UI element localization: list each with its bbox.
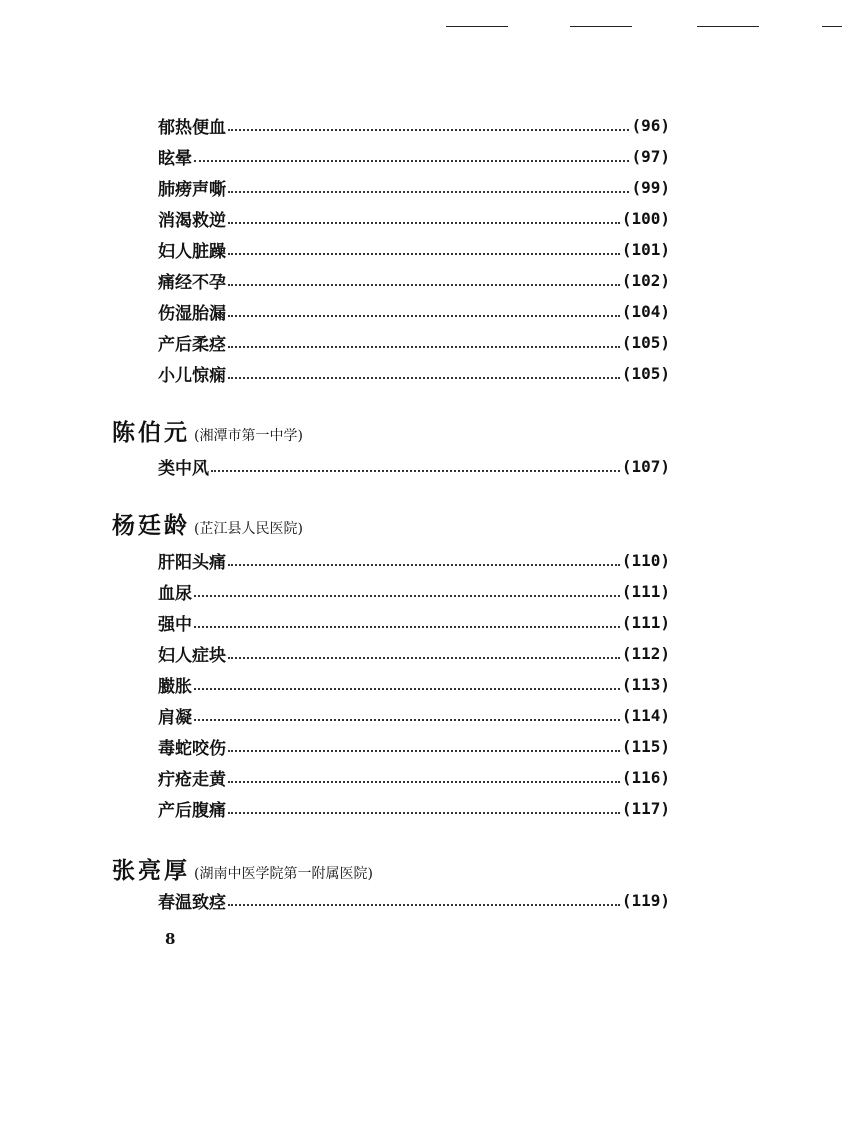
toc-entry[interactable]	[158, 762, 670, 793]
page-number: 8	[165, 930, 176, 948]
toc-entry[interactable]	[158, 110, 670, 141]
dot-leader	[228, 253, 620, 255]
toc-entry[interactable]	[158, 700, 670, 731]
dot-leader	[228, 346, 620, 348]
entry-title: 小儿惊痫	[158, 366, 226, 386]
entry-page: (119)	[621, 891, 670, 910]
dot-leader	[228, 191, 629, 193]
author-heading	[112, 852, 373, 885]
entry-title: 肝阳头痛	[158, 553, 226, 573]
entry-title: 疔疮走黄	[158, 770, 226, 790]
toc-entry[interactable]	[158, 638, 670, 669]
entry-title: 类中风	[158, 459, 209, 479]
toc-entry[interactable]	[158, 669, 670, 700]
dot-leader	[228, 129, 629, 131]
entry-title: 妇人症块	[158, 646, 226, 666]
entry-title: 郁热便血	[158, 118, 226, 138]
toc-entry[interactable]	[158, 327, 670, 358]
dot-leader	[194, 688, 620, 690]
toc-entry[interactable]	[158, 607, 670, 638]
toc-entry[interactable]	[158, 793, 670, 824]
toc-entry[interactable]	[158, 358, 670, 389]
author-affiliation: (湘潭市第一中学)	[194, 428, 303, 444]
entry-page: (115)	[621, 737, 670, 756]
entry-page: (114)	[621, 706, 670, 725]
entry-page: (107)	[621, 457, 670, 476]
top-rule	[822, 26, 842, 27]
top-rule	[446, 26, 508, 27]
toc-entry[interactable]	[158, 545, 670, 576]
dot-leader	[194, 160, 629, 162]
dot-leader	[228, 284, 620, 286]
entry-page: (101)	[621, 240, 670, 259]
author-heading	[112, 507, 303, 540]
toc-entry[interactable]	[158, 265, 670, 296]
dot-leader	[194, 626, 620, 628]
toc-entry[interactable]	[158, 885, 670, 916]
entry-title: 臌胀	[158, 677, 192, 697]
author-name: 张亮厚	[112, 857, 190, 884]
entry-page: (97)	[631, 147, 670, 166]
dot-leader	[194, 719, 620, 721]
toc-entry[interactable]	[158, 141, 670, 172]
dot-leader	[228, 750, 620, 752]
entry-page: (117)	[621, 799, 670, 818]
toc-entry[interactable]	[158, 234, 670, 265]
entry-title: 妇人脏躁	[158, 242, 226, 262]
dot-leader	[228, 904, 620, 906]
dot-leader	[194, 595, 620, 597]
entry-page: (100)	[621, 209, 670, 228]
dot-leader	[228, 781, 620, 783]
top-rule	[570, 26, 632, 27]
entry-title: 肩凝	[158, 708, 192, 728]
toc-entry[interactable]	[158, 451, 670, 482]
entry-page: (110)	[621, 551, 670, 570]
toc-entry[interactable]	[158, 731, 670, 762]
author-affiliation: (芷江县人民医院)	[194, 521, 303, 537]
toc-entry[interactable]	[158, 172, 670, 203]
entry-title: 眩晕	[158, 149, 192, 169]
author-affiliation: (湖南中医学院第一附属医院)	[194, 866, 373, 882]
dot-leader	[228, 377, 620, 379]
toc-entry[interactable]	[158, 576, 670, 607]
entry-page: (113)	[621, 675, 670, 694]
entry-page: (99)	[631, 178, 670, 197]
dot-leader	[228, 222, 620, 224]
entry-page: (111)	[621, 613, 670, 632]
toc-entry[interactable]	[158, 296, 670, 327]
dot-leader	[228, 657, 620, 659]
entry-title: 血尿	[158, 584, 192, 604]
entry-page: (102)	[621, 271, 670, 290]
entry-title: 痛经不孕	[158, 273, 226, 293]
entry-page: (104)	[621, 302, 670, 321]
toc-entry[interactable]	[158, 203, 670, 234]
dot-leader	[211, 470, 620, 472]
dot-leader	[228, 315, 620, 317]
entry-title: 消渴救逆	[158, 211, 226, 231]
entry-page: (105)	[621, 333, 670, 352]
entry-title: 伤湿胎漏	[158, 304, 226, 324]
entry-page: (116)	[621, 768, 670, 787]
dot-leader	[228, 812, 620, 814]
author-name: 陈伯元	[112, 419, 190, 446]
entry-title: 毒蛇咬伤	[158, 739, 226, 759]
dot-leader	[228, 564, 620, 566]
author-name: 杨廷龄	[112, 512, 190, 539]
entry-page: (112)	[621, 644, 670, 663]
entry-page: (96)	[631, 116, 670, 135]
entry-page: (111)	[621, 582, 670, 601]
entry-title: 肺痨声嘶	[158, 180, 226, 200]
top-rule	[697, 26, 759, 27]
entry-page: (105)	[621, 364, 670, 383]
author-heading	[112, 414, 303, 447]
entry-title: 产后柔痉	[158, 335, 226, 355]
entry-title: 强中	[158, 615, 192, 635]
entry-title: 产后腹痛	[158, 801, 226, 821]
entry-title: 春温致痉	[158, 893, 226, 913]
